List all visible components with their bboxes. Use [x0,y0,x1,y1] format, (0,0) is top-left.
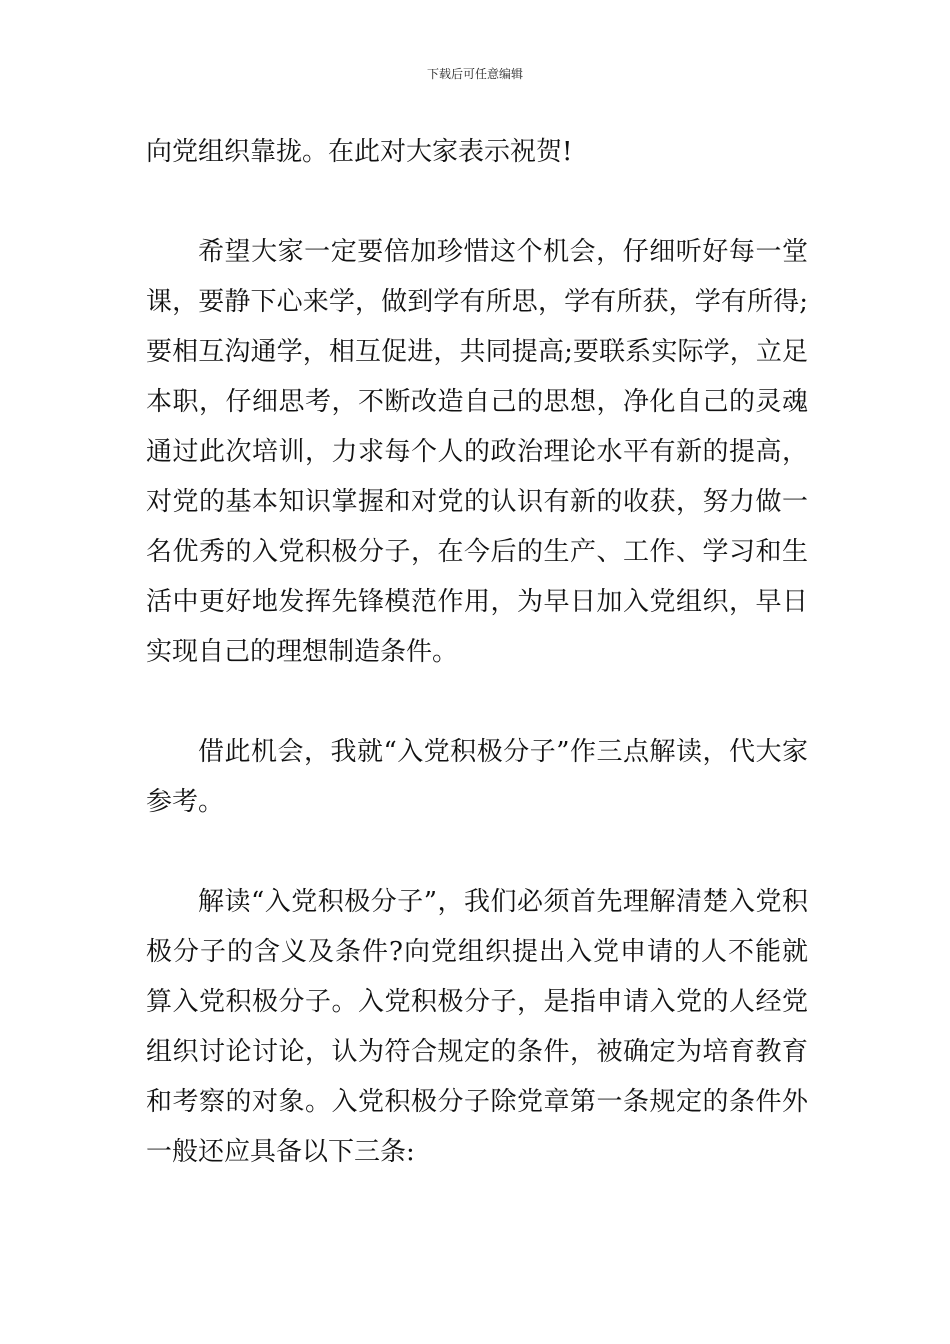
paragraph-hopes: 希望大家一定要倍加珍惜这个机会，仔细听好每一堂课，要静下心来学，做到学有所思，学有所获，学有所得;要相互沟通学，相互促进，共同提高;要联系实际学，立足本职，仔细思考，不断改造自己的思想，净化自己的灵魂通过此次培训，力求每个人的政治理论水平有新的提高，对党的基本知识掌握和对党的认识有新的收获，努力做一名优秀的入党积极分子，在今后的生产、工作、学习和生活中更好地发挥先锋模范作用，为早日加入党组织，早日实现自己的理想制造条件。 [146,237,808,667]
paragraph-congratulations: 向党组织靠拢。在此对大家表示祝贺! [146,137,573,167]
document-body [146,127,808,1177]
paragraph-definition: 解读“入党积极分子”，我们必须首先理解清楚入党积极分子的含义及条件?向党组织提出入党申请的人不能就算入党积极分子。入党积极分子，是指申请入党的人经党组织讨论讨论，认为符合规定的条件，被确定为培育教育和考察的对象。入党积极分子除党章第一条规定的条件外一般还应具备以下三条: [146,887,808,1167]
page-header-note: 下载后可任意编辑 [426,67,523,81]
paragraph-three-points: 借此机会，我就“入党积极分子”作三点解读，代大家参考。 [146,737,808,817]
